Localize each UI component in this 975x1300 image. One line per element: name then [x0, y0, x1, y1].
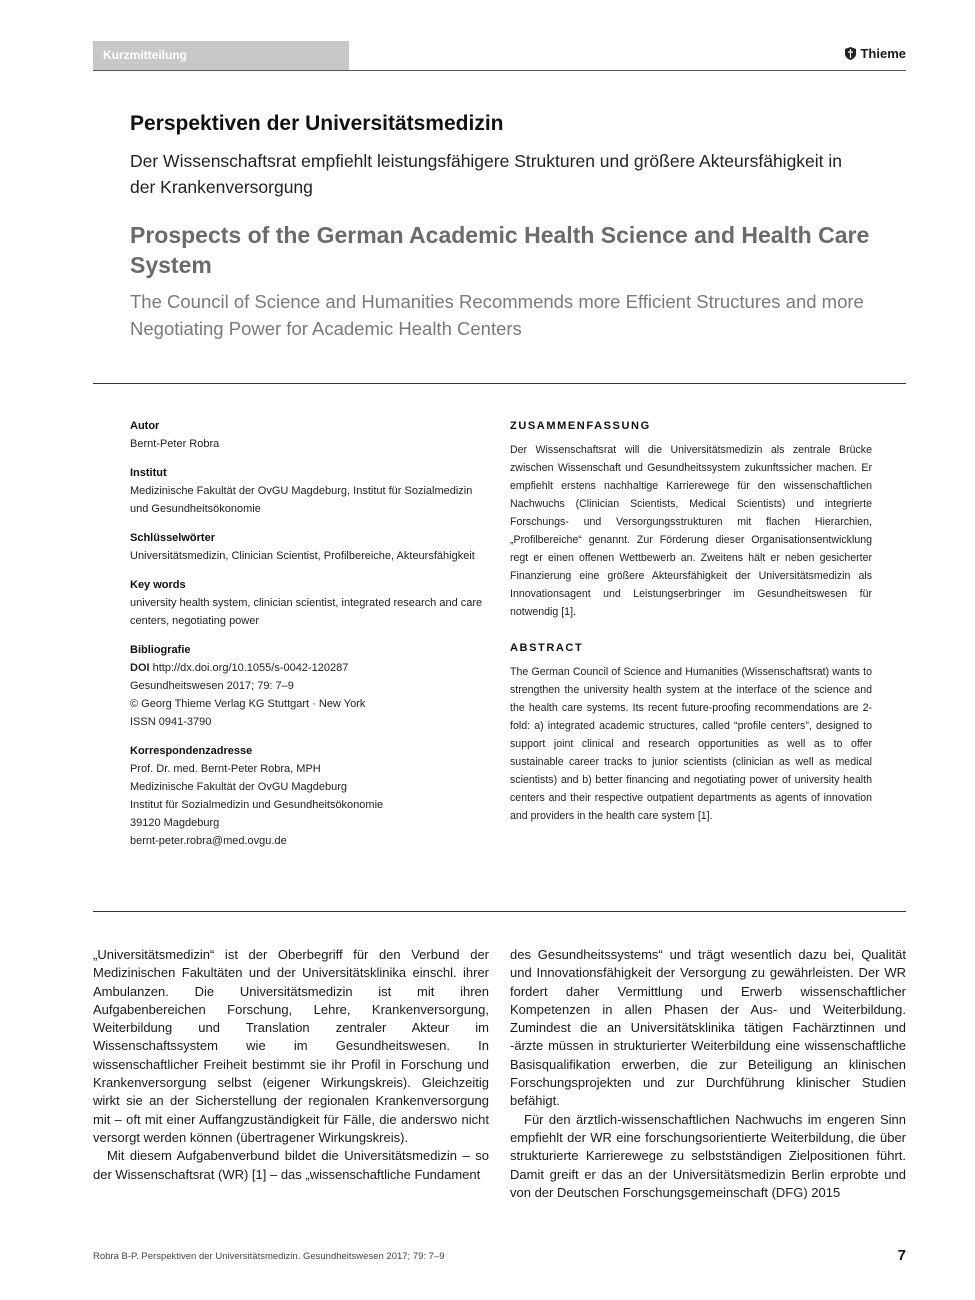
footer-citation: Robra B-P. Perspektiven der Universitätsmedizin. Gesundheitswesen 2017; 79: 7–9	[93, 1251, 445, 1262]
bibliography-label: Bibliografie	[130, 644, 191, 656]
correspondence-line: Prof. Dr. med. Bernt-Peter Robra, MPH	[130, 763, 321, 775]
keywords-de-text: Universitätsmedizin, Clinician Scientist, Profilbereiche, Akteursfähigkeit	[130, 550, 475, 562]
thieme-emblem-icon	[845, 47, 856, 60]
correspondence-email[interactable]: bernt-peter.robra@med.ovgu.de	[130, 835, 287, 847]
body-column-left	[93, 946, 489, 1184]
divider-bottom	[93, 911, 906, 912]
author-block	[130, 417, 490, 453]
correspondence-line: 39120 Magdeburg	[130, 817, 220, 829]
section-tag: Kurzmitteilung	[93, 41, 349, 70]
keywords-en-block	[130, 576, 490, 630]
copyright-line: © Georg Thieme Verlag KG Stuttgart · New York	[130, 698, 366, 710]
issn-line: ISSN 0941-3790	[130, 716, 212, 728]
header-rule	[93, 70, 906, 71]
body-paragraph: Für den ärztlich-wissenschaftlichen Nachwuchs im engeren Sinn empfiehlt der WR eine forschungsorientierte Weiterbildung, die über strukturierte Karrierewege zu selbstständigen Zielpositionen führt. Damit greift er das an der Universitätsmedizin Berlin erprobte und von der Deutschen Forschungsgemeinschaft (DFG) 2015	[510, 1111, 906, 1200]
doi-label: DOI	[130, 662, 150, 674]
body-paragraph: Mit diesem Aufgabenverbund bildet die Universitätsmedizin – so der Wissenschaftsrat (WR) [1] – das „wissenschaftliche Fundament	[93, 1148, 489, 1182]
title-english: Prospects of the German Academic Health Science and Health Care System	[130, 222, 870, 278]
subtitle-english: The Council of Science and Humanities Recommends more Efficient Structures and more Negotiating Power for Academic Health Centers	[130, 291, 864, 339]
body-paragraph: des Gesundheitssystems“ und trägt wesentlich dazu bei, Qualität und Innovationsfähigkeit der Versorgung zu gewährleisten. Der WR fordert daher Vermittlung und Erwerb wissenschaftlicher Kompetenzen in allen Phasen der Aus- und Weiterbildung. Zumindest die an Universitätsklinika tätigen Fachärztinnen und -ärzte müssen in strukturierter Weiterbildung eine wissenschaftliche Basisqualifikation erwerben, die zur Beteiligung an klinischen Forschungsprojekten und zur Durchführung klinischer Studien befähigt.	[510, 947, 906, 1109]
bibliography-block	[130, 641, 490, 731]
publisher-name: Thieme	[860, 46, 906, 61]
abstract-heading: ABSTRACT	[510, 642, 584, 654]
keywords-de-label: Schlüsselwörter	[130, 532, 215, 544]
institute-block	[130, 464, 490, 518]
article-metadata	[130, 417, 490, 861]
title-german: Perspektiven der Universitätsmedizin	[130, 112, 504, 135]
abstract-column	[510, 417, 872, 843]
publisher-logo	[845, 46, 906, 61]
keywords-en-text: university health system, clinician scientist, integrated research and care centers, negotiating power	[130, 597, 483, 627]
correspondence-line: Medizinische Fakultät der OvGU Magdeburg	[130, 781, 348, 793]
zusammenfassung-text: Der Wissenschaftsrat will die Universitätsmedizin als zentrale Brücke zwischen Wissenschaft und Gesundheitssystem zukunftssicher machen. Er empfiehlt erstens nachhaltige Karrierewege für den wissenschaftlichen Nachwuchs (Clinician Scientists, Medical Scientists) und integrierte Forschungs- und Versorgungsstrukturen mit flachen Hierarchien, „Profilbereiche“ genannt. Zur Förderung dieser Organisationsentwicklung regt er einen offenen Wettbewerb an. Zweitens hält er neben gesicherter Finanzierung eine größere Akteursfähigkeit der Universitätsmedizin als Innovationsagent und Leistungserbringer im Gesundheitswesen für notwendig [1].	[510, 444, 872, 618]
author-name: Bernt-Peter Robra	[130, 438, 220, 450]
citation-line: Gesundheitswesen 2017; 79: 7–9	[130, 680, 294, 692]
subtitle-german: Der Wissenschaftsrat empfiehlt leistungsfähigere Strukturen und größere Akteursfähigkeit in der Krankenversorgung	[130, 151, 843, 197]
zusammenfassung-heading: ZUSAMMENFASSUNG	[510, 420, 651, 432]
institute-text: Medizinische Fakultät der OvGU Magdeburg, Institut für Sozialmedizin und Gesundheitsökonomie	[130, 485, 473, 515]
page-number: 7	[897, 1247, 906, 1264]
institute-label: Institut	[130, 467, 167, 479]
author-label: Autor	[130, 420, 160, 432]
body-paragraph: „Universitätsmedizin“ ist der Oberbegriff für den Verbund der Medizinischen Fakultäten und der Universitätsklinika einschl. ihrer Ambulanzen. Die Universitätsmedizin ist mit ihren Aufgabenbereichen Forschung, Lehre, Krankenversorgung, Weiterbildung und Translation zentraler Akteur im Wissenschaftssystem wie im Gesundheitswesen. In wissenschaftlicher Freiheit bestimmt sie ihr Profil in Forschung und Krankenversorgung selbst (eigener Wirkungskreis). Gleichzeitig wirkt sie an der Sicherstellung der regionalen Krankenversorgung mit – oft mit einer Auffangzuständigkeit für Fälle, die anderswo nicht versorgt werden können (übertragener Wirkungskreis).	[93, 947, 489, 1145]
keywords-en-label: Key words	[130, 579, 186, 591]
divider-top	[93, 383, 906, 384]
doi-link[interactable]: http://dx.doi.org/10.1055/s-0042-120287	[152, 662, 349, 674]
abstract-text: The German Council of Science and Humanities (Wissenschaftsrat) wants to strengthen the university health system at the interface of the science and the health care systems. Its recent future-proofing recommendations are 2-fold: a) integrated academic structures, called “profile centers”, designed to support joint clinical and research opportunities as well as to offer sustainable career tracks to junior scientists (clinician as well as medical scientists) and b) better financing and negotiating power of university health centers and their respective outpatient departments as agents of innovation and providers in the health care system [1].	[510, 666, 872, 822]
correspondence-block	[130, 742, 490, 850]
correspondence-label: Korrespondenzadresse	[130, 745, 253, 757]
body-column-right	[510, 946, 906, 1202]
correspondence-line: Institut für Sozialmedizin und Gesundheitsökonomie	[130, 799, 384, 811]
keywords-de-block	[130, 529, 490, 565]
doi-line	[130, 659, 490, 677]
